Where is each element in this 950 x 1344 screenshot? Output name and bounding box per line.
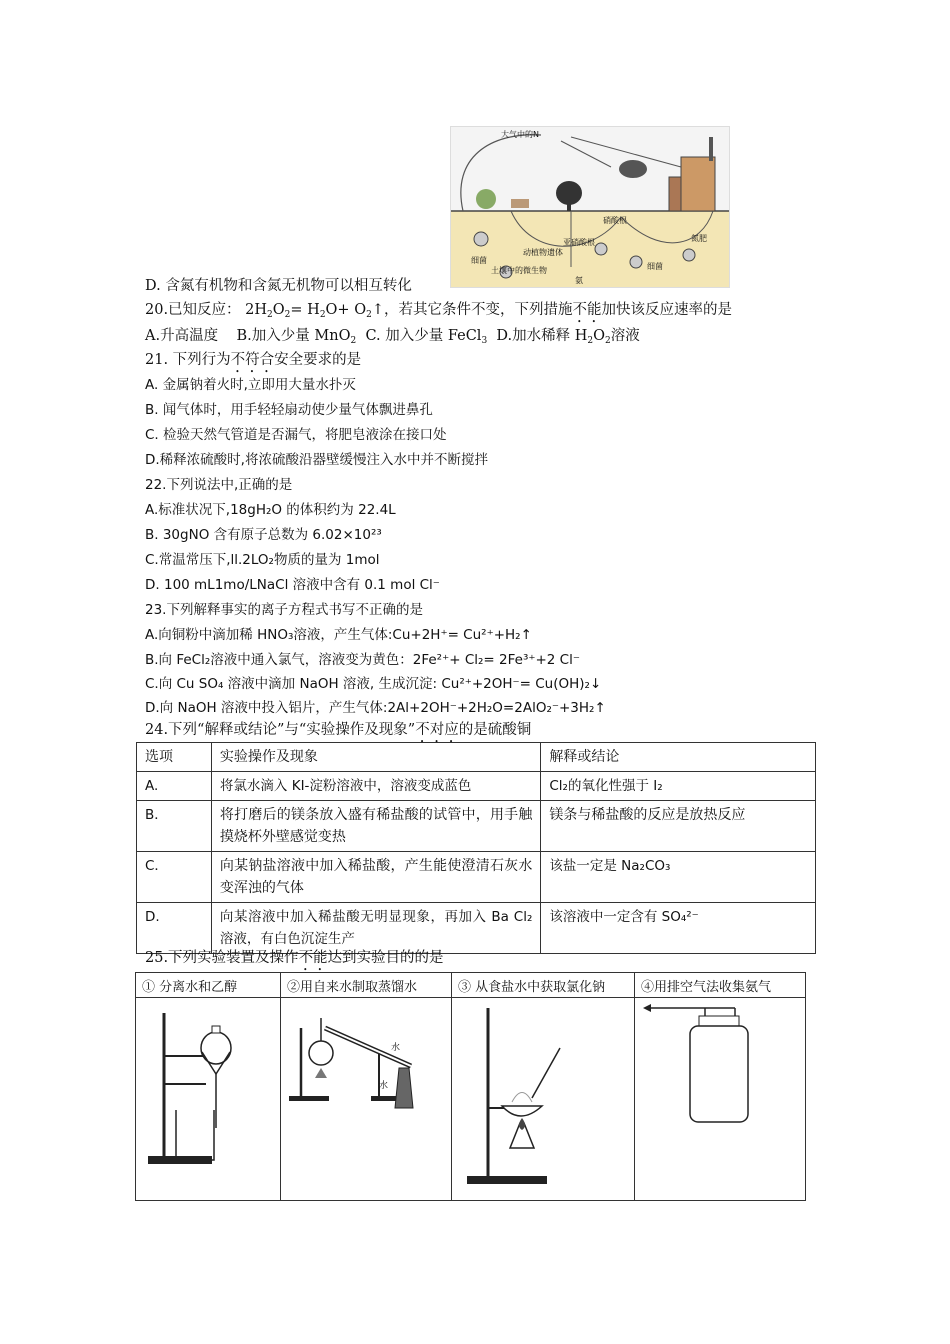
apparatus-evaporation <box>452 998 635 1201</box>
table-cell: 向某溶液中加入稀盐酸无明显现象，再加入 Ba Cl₂溶液，有白色沉淀生产 <box>211 903 540 954</box>
q23-option-c: C.向 Cu SO₄ 溶液中滴加 NaOH 溶液, 生成沉淀: Cu²⁺+2OH⁻= Cu(OH)₂↓ <box>145 676 602 692</box>
q23-option-a: A.向铜粉中滴加稀 HNO₃溶液，产生气体:Cu+2H⁺= Cu²⁺+H₂↑ <box>145 627 532 643</box>
water-label: 水 <box>379 1081 389 1091</box>
table-cell: 该盐一定是 Na₂CO₃ <box>541 852 816 903</box>
q20-stem: 20.已知反应： $2H_2O_2= H_2O+$ $O_2↑$，若其它条件不变，下列措施不能加快该反应速率的是 <box>145 302 732 320</box>
apparatus-separatory-funnel <box>136 998 281 1201</box>
q21-stem: 21. 下列行为不符合安全要求的是 <box>145 352 362 368</box>
q22-option-c: C.常温常压下,ll.2LO₂物质的量为 1mol <box>145 552 380 568</box>
apparatus-distillation <box>281 998 452 1201</box>
q25-table <box>135 972 806 1201</box>
table-row <box>136 998 806 1201</box>
table-header-cell: 实验操作及现象 <box>211 743 540 772</box>
table-row <box>137 801 816 852</box>
apparatus-gas-collection <box>635 998 806 1201</box>
figure-label: 氨 <box>575 276 583 285</box>
table-cell: Cl₂的氧化性强于 I₂ <box>541 772 816 801</box>
table-row <box>137 852 816 903</box>
table-cell: B． <box>137 801 212 852</box>
q21-option-b: B. 闻气体时，用手轻轻扇动使少量气体飘进鼻孔 <box>145 402 433 418</box>
water-label: 水 <box>391 1043 401 1053</box>
q23-option-d: D.向 NaOH 溶液中投入铝片，产生气体:2Al+2OH⁻+2H₂O=2AlO₂⁻+3H₂↑ <box>145 700 606 716</box>
figure-label: 细菌 <box>471 256 487 265</box>
table-cell: A. <box>137 772 212 801</box>
table-cell: C． <box>137 852 212 903</box>
figure-label: 硝酸根 <box>603 216 627 225</box>
figure-label: 亚硝酸根 <box>563 238 595 247</box>
table-header-row <box>137 743 816 772</box>
q20-options: A.升高温度 B.加入少量 MnO$_2$ C. 加入少量 FeCl$_3$ D.加水稀释 $H_2O_2$溶液 <box>145 328 640 346</box>
q21-option-a: A. 金属钠着火时,立即用大量水扑灭 <box>145 377 356 393</box>
q24-stem: 24.下列“解释或结论”与“实验操作及现象”不对应的是硫酸铜 <box>145 722 532 738</box>
table-header-cell: 选项 <box>137 743 212 772</box>
q24-table <box>136 742 816 954</box>
q25-stem: 25.下列实验装置及操作不能达到实验目的的是 <box>145 950 444 966</box>
table-cell: D. <box>137 903 212 954</box>
q19-option-d: D. 含氮有机物和含氮无机物可以相互转化 <box>145 278 412 294</box>
q22-option-a: A.标准状况下,18gH₂O 的体积约为 22.4L <box>145 502 396 518</box>
q21-option-c: C. 检验天然气管道是否漏气，将肥皂液涂在接口处 <box>145 427 447 443</box>
table-cell: 将氯水滴入 KI-淀粉溶液中，溶液变成蓝色 <box>211 772 540 801</box>
figure-label: 氮肥 <box>691 234 707 243</box>
table-header-cell: 解释或结论 <box>541 743 816 772</box>
table-cell: 该溶液中一定含有 SO₄²⁻ <box>541 903 816 954</box>
nitrogen-cycle-figure <box>450 126 730 288</box>
q22-option-b: B. 30gNO 含有原子总数为 6.02×10²³ <box>145 527 382 543</box>
table-cell: 向某钠盐溶液中加入稀盐酸，产生能使澄清石灰水变浑浊的气体 <box>211 852 540 903</box>
q23-option-b: B.向 FeCl₂溶液中通入氯气，溶液变为黄色：2Fe²⁺+ Cl₂= 2Fe³⁺+2 Cl⁻ <box>145 652 580 668</box>
figure-label: 细菌 <box>647 262 663 271</box>
table-header-cell: ① 分离水和乙醇 <box>136 973 281 998</box>
table-header-cell: ②用自来水制取蒸馏水 <box>281 973 452 998</box>
figure-label: 动植物遗体 <box>523 248 563 257</box>
table-row <box>137 772 816 801</box>
table-header-row <box>136 973 806 998</box>
q23-stem: 23.下列解释事实的离子方程式书写不正确的是 <box>145 602 423 618</box>
figure-label: 土壤中的微生物 <box>491 266 547 275</box>
table-cell: 镁条与稀盐酸的反应是放热反应 <box>541 801 816 852</box>
table-cell: 将打磨后的镁条放入盛有稀盐酸的试管中，用手触摸烧杯外壁感觉变热 <box>211 801 540 852</box>
q21-option-d: D.稀释浓硫酸时,将浓硫酸沿器壁缓慢注入水中并不断搅拌 <box>145 452 488 468</box>
table-row <box>137 903 816 954</box>
q22-option-d: D. 100 mL1mo/LNaCl 溶液中含有 0.1 mol Cl⁻ <box>145 577 440 593</box>
table-header-cell: ③ 从食盐水中获取氯化钠 <box>452 973 635 998</box>
figure-top-label: 大气中的N <box>501 130 539 139</box>
q22-stem: 22.下列说法中,正确的是 <box>145 477 293 493</box>
table-header-cell: ④用排空气法收集氨气 <box>635 973 806 998</box>
